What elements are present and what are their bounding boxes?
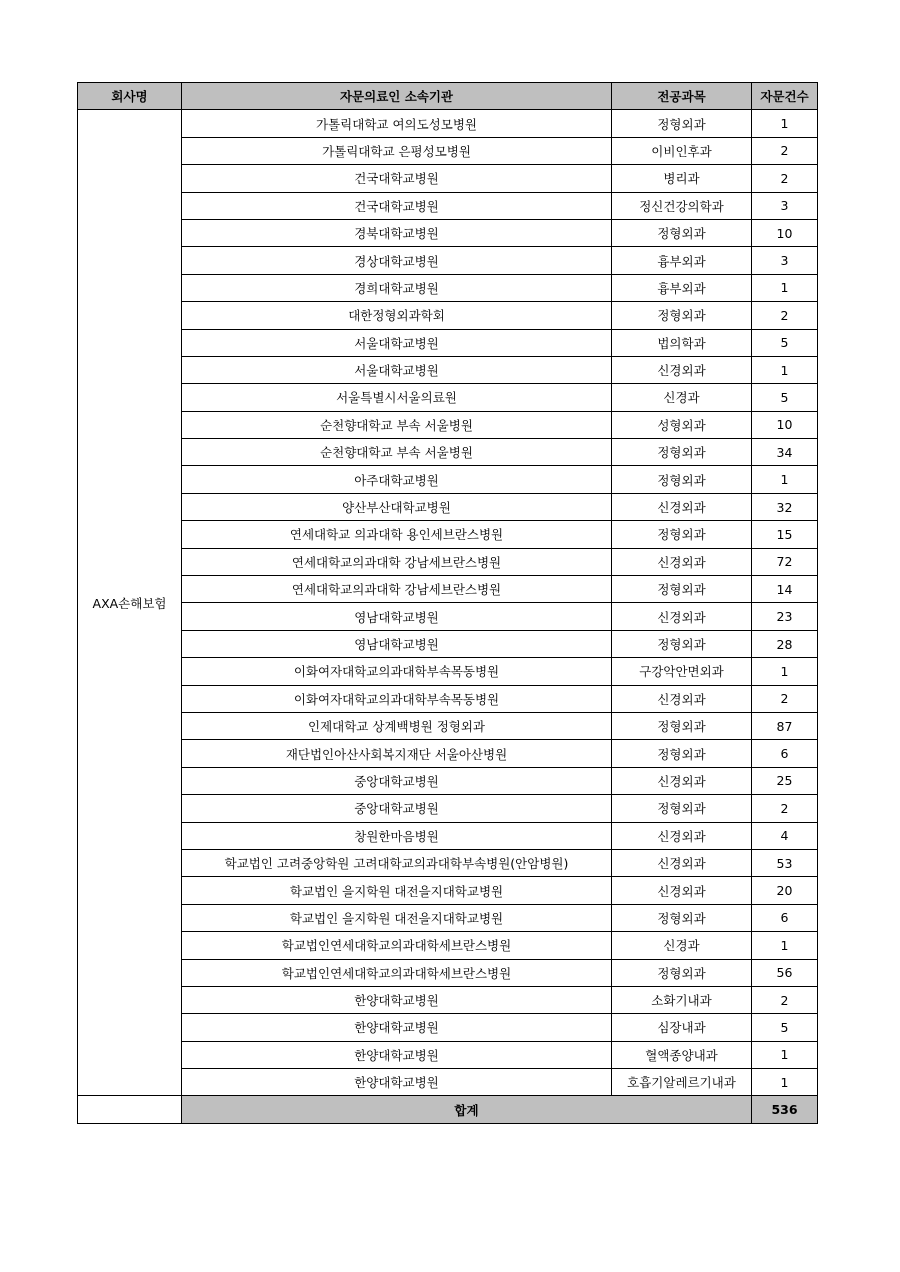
table-row	[78, 767, 818, 794]
institution-cell: 한양대학교병원	[182, 1041, 612, 1068]
institution-cell: 한양대학교병원	[182, 986, 612, 1013]
table-row	[78, 521, 818, 548]
institution-cell: 건국대학교병원	[182, 165, 612, 192]
total-row	[78, 1096, 818, 1123]
institution-cell: 경희대학교병원	[182, 274, 612, 301]
table-row	[78, 795, 818, 822]
specialty-cell: 구강악안면외과	[612, 658, 752, 685]
specialty-cell: 신경외과	[612, 767, 752, 794]
header-specialty: 전공과목	[612, 83, 752, 110]
count-cell: 72	[752, 548, 818, 575]
company-name-cell: AXA손해보험	[78, 110, 182, 1096]
table-row	[78, 137, 818, 164]
count-cell: 2	[752, 165, 818, 192]
table-row	[78, 1041, 818, 1068]
total-label: 합계	[182, 1096, 752, 1123]
count-cell: 2	[752, 795, 818, 822]
count-cell: 15	[752, 521, 818, 548]
table-row	[78, 302, 818, 329]
total-blank-cell	[78, 1096, 182, 1123]
table-body	[78, 110, 818, 1123]
table-row	[78, 740, 818, 767]
count-cell: 1	[752, 466, 818, 493]
total-value: 536	[752, 1096, 818, 1123]
specialty-cell: 혈액종양내과	[612, 1041, 752, 1068]
count-cell: 3	[752, 192, 818, 219]
table-row	[78, 822, 818, 849]
table-row	[78, 493, 818, 520]
table-row	[78, 219, 818, 246]
table-row	[78, 411, 818, 438]
table-row	[78, 1069, 818, 1096]
institution-cell: 창원한마음병원	[182, 822, 612, 849]
count-cell: 87	[752, 712, 818, 739]
institution-cell: 아주대학교병원	[182, 466, 612, 493]
specialty-cell: 정형외과	[612, 576, 752, 603]
count-cell: 2	[752, 302, 818, 329]
count-cell: 1	[752, 1069, 818, 1096]
table-row	[78, 712, 818, 739]
institution-cell: 가톨릭대학교 은평성모병원	[182, 137, 612, 164]
specialty-cell: 호흡기알레르기내과	[612, 1069, 752, 1096]
specialty-cell: 흉부외과	[612, 247, 752, 274]
count-cell: 56	[752, 959, 818, 986]
count-cell: 6	[752, 904, 818, 931]
specialty-cell: 신경외과	[612, 356, 752, 383]
table-row	[78, 1014, 818, 1041]
table-row	[78, 192, 818, 219]
institution-cell: 이화여자대학교의과대학부속목동병원	[182, 658, 612, 685]
institution-cell: 연세대학교 의과대학 용인세브란스병원	[182, 521, 612, 548]
institution-cell: 연세대학교의과대학 강남세브란스병원	[182, 548, 612, 575]
specialty-cell: 신경외과	[612, 493, 752, 520]
count-cell: 53	[752, 849, 818, 876]
institution-cell: 학교법인연세대학교의과대학세브란스병원	[182, 932, 612, 959]
specialty-cell: 정형외과	[612, 302, 752, 329]
specialty-cell: 정형외과	[612, 110, 752, 137]
institution-cell: 가톨릭대학교 여의도성모병원	[182, 110, 612, 137]
header-row	[78, 83, 818, 110]
specialty-cell: 법의학과	[612, 329, 752, 356]
specialty-cell: 정형외과	[612, 630, 752, 657]
table-row	[78, 630, 818, 657]
table-row	[78, 247, 818, 274]
count-cell: 10	[752, 411, 818, 438]
institution-cell: 이화여자대학교의과대학부속목동병원	[182, 685, 612, 712]
specialty-cell: 신경과	[612, 932, 752, 959]
count-cell: 1	[752, 932, 818, 959]
header-company: 회사명	[78, 83, 182, 110]
institution-cell: 영남대학교병원	[182, 603, 612, 630]
specialty-cell: 신경외과	[612, 685, 752, 712]
institution-cell: 경상대학교병원	[182, 247, 612, 274]
specialty-cell: 성형외과	[612, 411, 752, 438]
specialty-cell: 정형외과	[612, 219, 752, 246]
count-cell: 2	[752, 137, 818, 164]
institution-cell: 학교법인 을지학원 대전을지대학교병원	[182, 904, 612, 931]
specialty-cell: 신경외과	[612, 849, 752, 876]
table-row	[78, 356, 818, 383]
institution-cell: 서울대학교병원	[182, 329, 612, 356]
specialty-cell: 정형외과	[612, 959, 752, 986]
specialty-cell: 심장내과	[612, 1014, 752, 1041]
count-cell: 28	[752, 630, 818, 657]
count-cell: 4	[752, 822, 818, 849]
table-row	[78, 904, 818, 931]
table-row	[78, 110, 818, 137]
count-cell: 1	[752, 110, 818, 137]
specialty-cell: 신경외과	[612, 822, 752, 849]
specialty-cell: 흉부외과	[612, 274, 752, 301]
table-row	[78, 274, 818, 301]
table-row	[78, 329, 818, 356]
table-row	[78, 658, 818, 685]
table-row	[78, 959, 818, 986]
count-cell: 1	[752, 356, 818, 383]
count-cell: 5	[752, 1014, 818, 1041]
table-row	[78, 384, 818, 411]
institution-cell: 순천향대학교 부속 서울병원	[182, 439, 612, 466]
table-header	[78, 83, 818, 110]
specialty-cell: 이비인후과	[612, 137, 752, 164]
count-cell: 14	[752, 576, 818, 603]
institution-cell: 한양대학교병원	[182, 1014, 612, 1041]
institution-cell: 중앙대학교병원	[182, 795, 612, 822]
count-cell: 20	[752, 877, 818, 904]
institution-cell: 학교법인연세대학교의과대학세브란스병원	[182, 959, 612, 986]
institution-cell: 서울대학교병원	[182, 356, 612, 383]
table-row	[78, 877, 818, 904]
institution-cell: 중앙대학교병원	[182, 767, 612, 794]
count-cell: 10	[752, 219, 818, 246]
specialty-cell: 정신건강의학과	[612, 192, 752, 219]
specialty-cell: 신경과	[612, 384, 752, 411]
institution-cell: 한양대학교병원	[182, 1069, 612, 1096]
institution-cell: 학교법인 을지학원 대전을지대학교병원	[182, 877, 612, 904]
count-cell: 5	[752, 384, 818, 411]
count-cell: 1	[752, 274, 818, 301]
table-row	[78, 165, 818, 192]
institution-cell: 인제대학교 상계백병원 정형외과	[182, 712, 612, 739]
institution-cell: 대한정형외과학회	[182, 302, 612, 329]
specialty-cell: 신경외과	[612, 548, 752, 575]
specialty-cell: 정형외과	[612, 795, 752, 822]
count-cell: 25	[752, 767, 818, 794]
table-row	[78, 685, 818, 712]
count-cell: 3	[752, 247, 818, 274]
institution-cell: 양산부산대학교병원	[182, 493, 612, 520]
institution-cell: 순천향대학교 부속 서울병원	[182, 411, 612, 438]
count-cell: 2	[752, 685, 818, 712]
institution-cell: 건국대학교병원	[182, 192, 612, 219]
count-cell: 5	[752, 329, 818, 356]
table-row	[78, 986, 818, 1013]
institution-cell: 서울특별시서울의료원	[182, 384, 612, 411]
table-row	[78, 576, 818, 603]
header-institution: 자문의료인 소속기관	[182, 83, 612, 110]
specialty-cell: 병리과	[612, 165, 752, 192]
specialty-cell: 소화기내과	[612, 986, 752, 1013]
institution-cell: 경북대학교병원	[182, 219, 612, 246]
table-row	[78, 439, 818, 466]
count-cell: 34	[752, 439, 818, 466]
specialty-cell: 정형외과	[612, 712, 752, 739]
specialty-cell: 정형외과	[612, 904, 752, 931]
specialty-cell: 신경외과	[612, 877, 752, 904]
institution-cell: 재단법인아산사회복지재단 서울아산병원	[182, 740, 612, 767]
institution-cell: 연세대학교의과대학 강남세브란스병원	[182, 576, 612, 603]
institution-cell: 영남대학교병원	[182, 630, 612, 657]
specialty-cell: 신경외과	[612, 603, 752, 630]
institution-cell: 학교법인 고려중앙학원 고려대학교의과대학부속병원(안암병원)	[182, 849, 612, 876]
count-cell: 1	[752, 658, 818, 685]
table-row	[78, 849, 818, 876]
count-cell: 6	[752, 740, 818, 767]
specialty-cell: 정형외과	[612, 439, 752, 466]
count-cell: 23	[752, 603, 818, 630]
specialty-cell: 정형외과	[612, 521, 752, 548]
advisory-table	[77, 82, 818, 1124]
table-row	[78, 603, 818, 630]
count-cell: 32	[752, 493, 818, 520]
table-row	[78, 548, 818, 575]
table-row	[78, 466, 818, 493]
count-cell: 1	[752, 1041, 818, 1068]
specialty-cell: 정형외과	[612, 740, 752, 767]
specialty-cell: 정형외과	[612, 466, 752, 493]
count-cell: 2	[752, 986, 818, 1013]
header-count: 자문건수	[752, 83, 818, 110]
table-row	[78, 932, 818, 959]
